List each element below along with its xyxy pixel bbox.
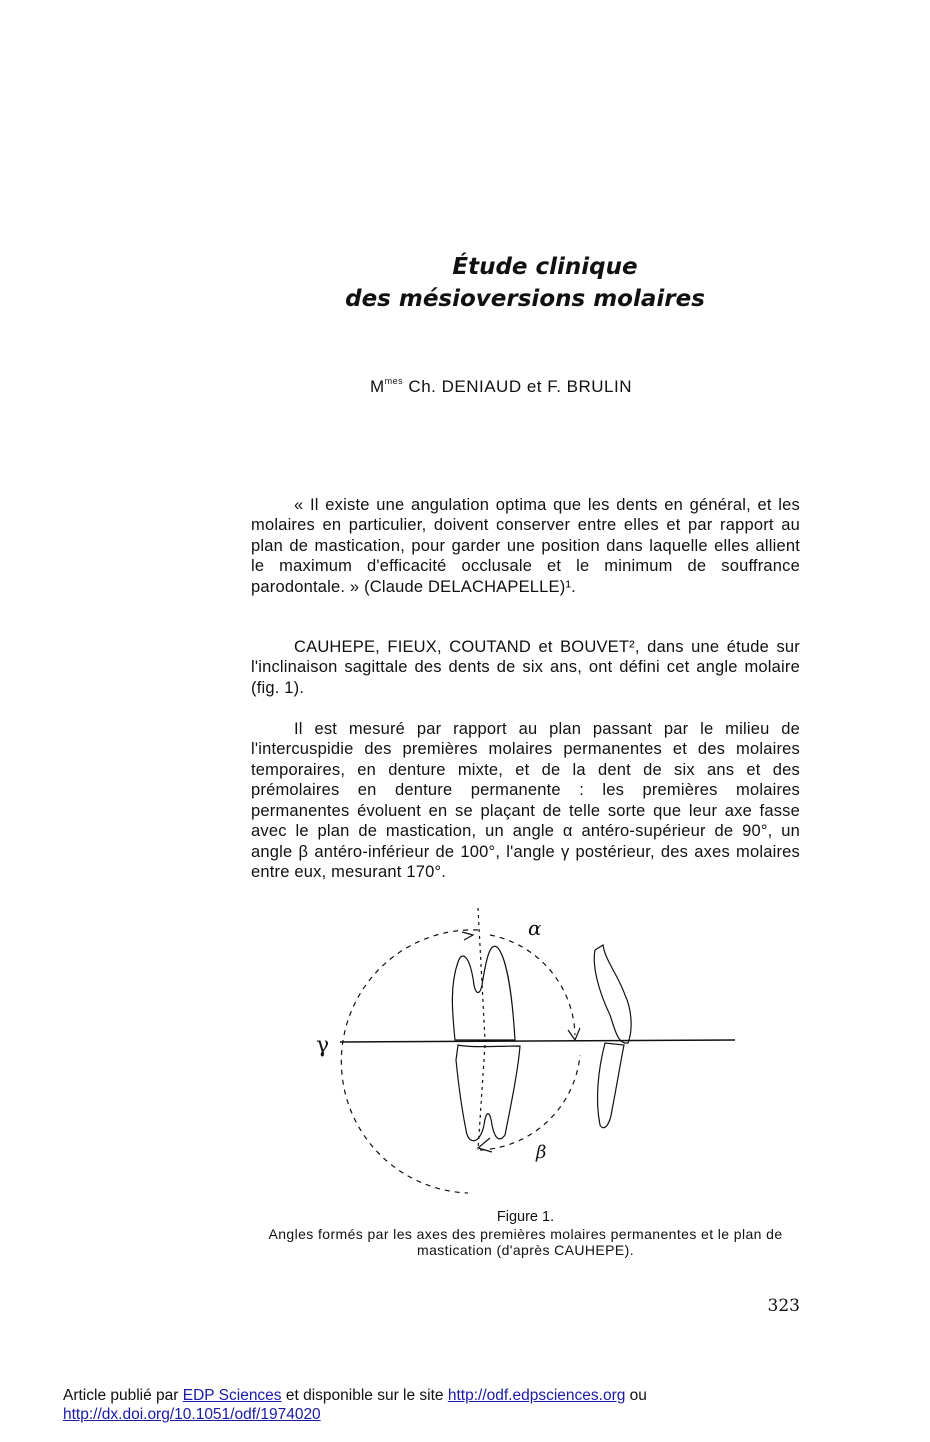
footer-text-1: Article publié par xyxy=(63,1387,183,1404)
angle-alpha-arc xyxy=(490,935,575,1035)
authors xyxy=(370,376,632,397)
figure-molar-angles xyxy=(300,900,780,1205)
paragraph-measurement: Il est mesuré par rapport au plan passant par le milieu de l'intercuspidie des premières molaires permanentes et des molaires temporaires, en denture mixte, et de la dent de six ans et des prémolaires en denture permanente : les premières molaires permanentes évoluent en se plaçant de telle sorte que leur axe fasse avec le plan de mastication, un angle α antéro-supérieur de 90°, un angle β antéro-inférieur de 100°, l'angle γ postérieur, des axes molaires entre eux, mesurant 170°. xyxy=(251,719,800,881)
upper-molar-outline xyxy=(452,946,515,1040)
page-number: 323 xyxy=(767,1296,800,1316)
article-title-line-2: des mésioversions molaires xyxy=(345,286,705,312)
footer-notice xyxy=(63,1386,647,1424)
footer-link-doi[interactable]: http://dx.doi.org/10.1051/odf/1974020 xyxy=(63,1406,321,1423)
authors-prefix-sup: mes xyxy=(384,376,404,386)
article-title-line-1: Étude clinique xyxy=(452,254,638,280)
figure-caption-title: Figure 1. xyxy=(496,1209,555,1225)
label-beta: β xyxy=(536,1142,547,1163)
authors-prefix: M xyxy=(370,377,385,396)
figure-caption: Angles formés par les axes des premières molaires permanentes et le plan de mastication (d'après CAUHEPE). xyxy=(268,1226,783,1258)
paragraph-cauhepe: CAUHEPE, FIEUX, COUTAND et BOUVET², dans une étude sur l'inclinaison sagittale des dents de six ans, ont défini cet angle molaire (fig. 1). xyxy=(251,637,800,697)
label-gamma: γ xyxy=(316,1033,330,1058)
premolar-lower-outline xyxy=(598,1043,624,1128)
authors-names: Ch. DENIAUD et F. BRULIN xyxy=(403,377,633,396)
footer-link-edp[interactable]: EDP Sciences xyxy=(182,1387,282,1404)
angle-arc xyxy=(341,930,478,1193)
footer-link-site[interactable]: http://odf.edpsciences.org xyxy=(447,1387,626,1404)
label-alpha: α xyxy=(528,916,542,940)
paragraph-quote: « Il existe une angulation optima que les dents en général, et les molaires en particulier, doivent conserver entre elles et par rapport au plan de mastication, pour garder une position dans laquelle elles allient le maximum d'efficacité occlusale et le minimum de souffrance parodontale. » (Claude DELACHAPELLE)¹. xyxy=(251,495,800,596)
occlusal-plane-line xyxy=(340,1040,735,1042)
footer-text-2: et disponible sur le site xyxy=(281,1387,448,1404)
premolar-upper-outline xyxy=(594,945,631,1043)
lower-molar-outline xyxy=(456,1045,520,1141)
alpha-arrowhead xyxy=(568,1028,580,1040)
top-arrowhead xyxy=(462,932,473,940)
footer-text-3: ou xyxy=(625,1387,647,1404)
